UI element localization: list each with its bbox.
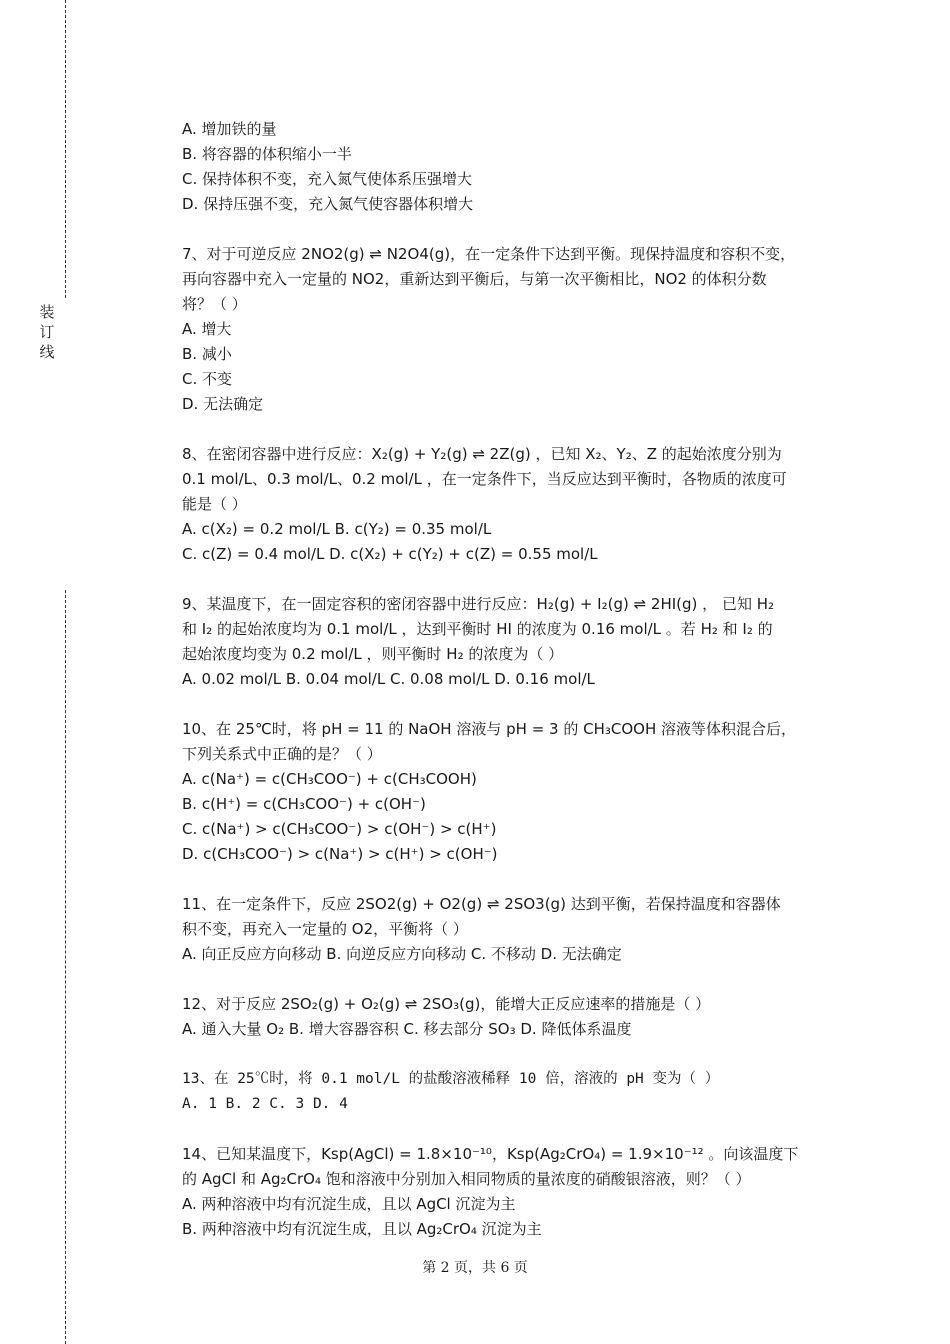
question-11 bbox=[182, 892, 847, 967]
question-stem: 9、某温度下，在一固定容积的密闭容器中进行反应：H₂(g) + I₂(g) ⇌ 2HI(g) ， 已知 H₂ bbox=[182, 595, 775, 613]
option-b: B. 两种溶液中均有沉淀生成，且以 Ag₂CrO₄ 沉淀为主 bbox=[182, 1220, 542, 1238]
question-stem: 和 I₂ 的起始浓度均为 0.1 mol/L ，达到平衡时 HI 的浓度为 0.16 mol/L 。若 H₂ 和 I₂ 的 bbox=[182, 620, 773, 638]
binding-dashed-line-bottom bbox=[65, 590, 66, 1344]
option-d: D. 无法确定 bbox=[182, 395, 264, 413]
question-stem: 再向容器中充入一定量的 NO2，重新达到平衡后，与第一次平衡相比，NO2 的体积分数 bbox=[182, 270, 767, 288]
options-cd: C. c(Z) = 0.4 mol/L D. c(X₂) + c(Y₂) + c(Z) = 0.55 mol/L bbox=[182, 545, 598, 563]
question-stem: 8、在密闭容器中进行反应：X₂(g) + Y₂(g) ⇌ 2Z(g) ，已知 X₂、Y₂、Z 的起始浓度分别为 bbox=[182, 445, 782, 463]
question-stem: 14、已知某温度下，Ksp(AgCl) = 1.8×10⁻¹⁰，Ksp(Ag₂CrO₄) = 1.9×10⁻¹² 。向该温度下 bbox=[182, 1145, 799, 1163]
exam-content bbox=[182, 117, 847, 1267]
question-7 bbox=[182, 242, 847, 417]
question-stem: 的 AgCl 和 Ag₂CrO₄ 饱和溶液中分别加入相同物质的量浓度的硝酸银溶液，则？（ ） bbox=[182, 1170, 751, 1188]
question-stem: 7、对于可逆反应 2NO2(g) ⇌ N2O4(g)，在一定条件下达到平衡。现保持温度和容积不变， bbox=[182, 245, 796, 263]
options-ab: A. c(X₂) = 0.2 mol/L B. c(Y₂) = 0.35 mol/L bbox=[182, 520, 492, 538]
options: A. 通入大量 O₂ B. 增大容器容积 C. 移去部分 SO₃ D. 降低体系温度 bbox=[182, 1020, 632, 1038]
question-8 bbox=[182, 442, 847, 567]
question-9 bbox=[182, 592, 847, 692]
question-stem: 13、在 25℃时，将 0.1 mol/L 的盐酸溶液稀释 10 倍，溶液的 pH 变为（ ） bbox=[182, 1071, 720, 1087]
question-stem: 10、在 25℃时，将 pH = 11 的 NaOH 溶液与 pH = 3 的 CH₃COOH 溶液等体积混合后， bbox=[182, 720, 797, 738]
question-stem: 0.1 mol/L、0.3 mol/L、0.2 mol/L ，在一定条件下，当反应达到平衡时，各物质的浓度可 bbox=[182, 470, 787, 488]
question-stem: 12、对于反应 2SO₂(g) + O₂(g) ⇌ 2SO₃(g)，能增大正反应速率的措施是（ ） bbox=[182, 995, 711, 1013]
option-c: C. 保持体积不变，充入氮气使体系压强增大 bbox=[182, 170, 473, 188]
binding-label bbox=[37, 302, 57, 362]
question-stem: 积不变，再充入一定量的 O2，平衡将（ ） bbox=[182, 920, 468, 938]
option-d: D. c(CH₃COO⁻) > c(Na⁺) > c(H⁺) > c(OH⁻) bbox=[182, 845, 498, 863]
question-stem: 能是（ ） bbox=[182, 495, 247, 513]
option-c: C. 不变 bbox=[182, 370, 233, 388]
options: A. 0.02 mol/L B. 0.04 mol/L C. 0.08 mol/L D. 0.16 mol/L bbox=[182, 670, 595, 688]
binding-char: 订 bbox=[39, 323, 55, 341]
question-12 bbox=[182, 992, 847, 1042]
option-a: A. 增大 bbox=[182, 320, 232, 338]
option-a: A. c(Na⁺) = c(CH₃COO⁻) + c(CH₃COOH) bbox=[182, 770, 477, 788]
question-stem: 11、在一定条件下，反应 2SO2(g) + O2(g) ⇌ 2SO3(g) 达到平衡，若保持温度和容器体 bbox=[182, 895, 781, 913]
question-stem: 将？（ ） bbox=[182, 295, 247, 313]
page-footer: 第 2 页，共 6 页 bbox=[422, 1260, 528, 1276]
question-10 bbox=[182, 717, 847, 867]
option-c: C. c(Na⁺) > c(CH₃COO⁻) > c(OH⁻) > c(H⁺) bbox=[182, 820, 497, 838]
option-a: A. 增加铁的量 bbox=[182, 120, 277, 138]
option-b: B. 将容器的体积缩小一半 bbox=[182, 145, 352, 163]
question-6-options bbox=[182, 117, 847, 217]
binding-char: 装 bbox=[39, 303, 55, 321]
option-a: A. 两种溶液中均有沉淀生成，且以 AgCl 沉淀为主 bbox=[182, 1195, 516, 1213]
question-13 bbox=[182, 1067, 847, 1117]
binding-char: 线 bbox=[39, 343, 55, 361]
question-stem: 起始浓度均变为 0.2 mol/L ，则平衡时 H₂ 的浓度为（ ） bbox=[182, 645, 564, 663]
option-d: D. 保持压强不变，充入氮气使容器体积增大 bbox=[182, 195, 474, 213]
options: A. 1 B. 2 C. 3 D. 4 bbox=[182, 1096, 348, 1112]
question-14 bbox=[182, 1142, 847, 1242]
option-b: B. 减小 bbox=[182, 345, 232, 363]
option-b: B. c(H⁺) = c(CH₃COO⁻) + c(OH⁻) bbox=[182, 795, 426, 813]
question-stem: 下列关系式中正确的是？（ ） bbox=[182, 745, 382, 763]
binding-dashed-line-top bbox=[65, 0, 66, 298]
options: A. 向正反应方向移动 B. 向逆反应方向移动 C. 不移动 D. 无法确定 bbox=[182, 945, 622, 963]
